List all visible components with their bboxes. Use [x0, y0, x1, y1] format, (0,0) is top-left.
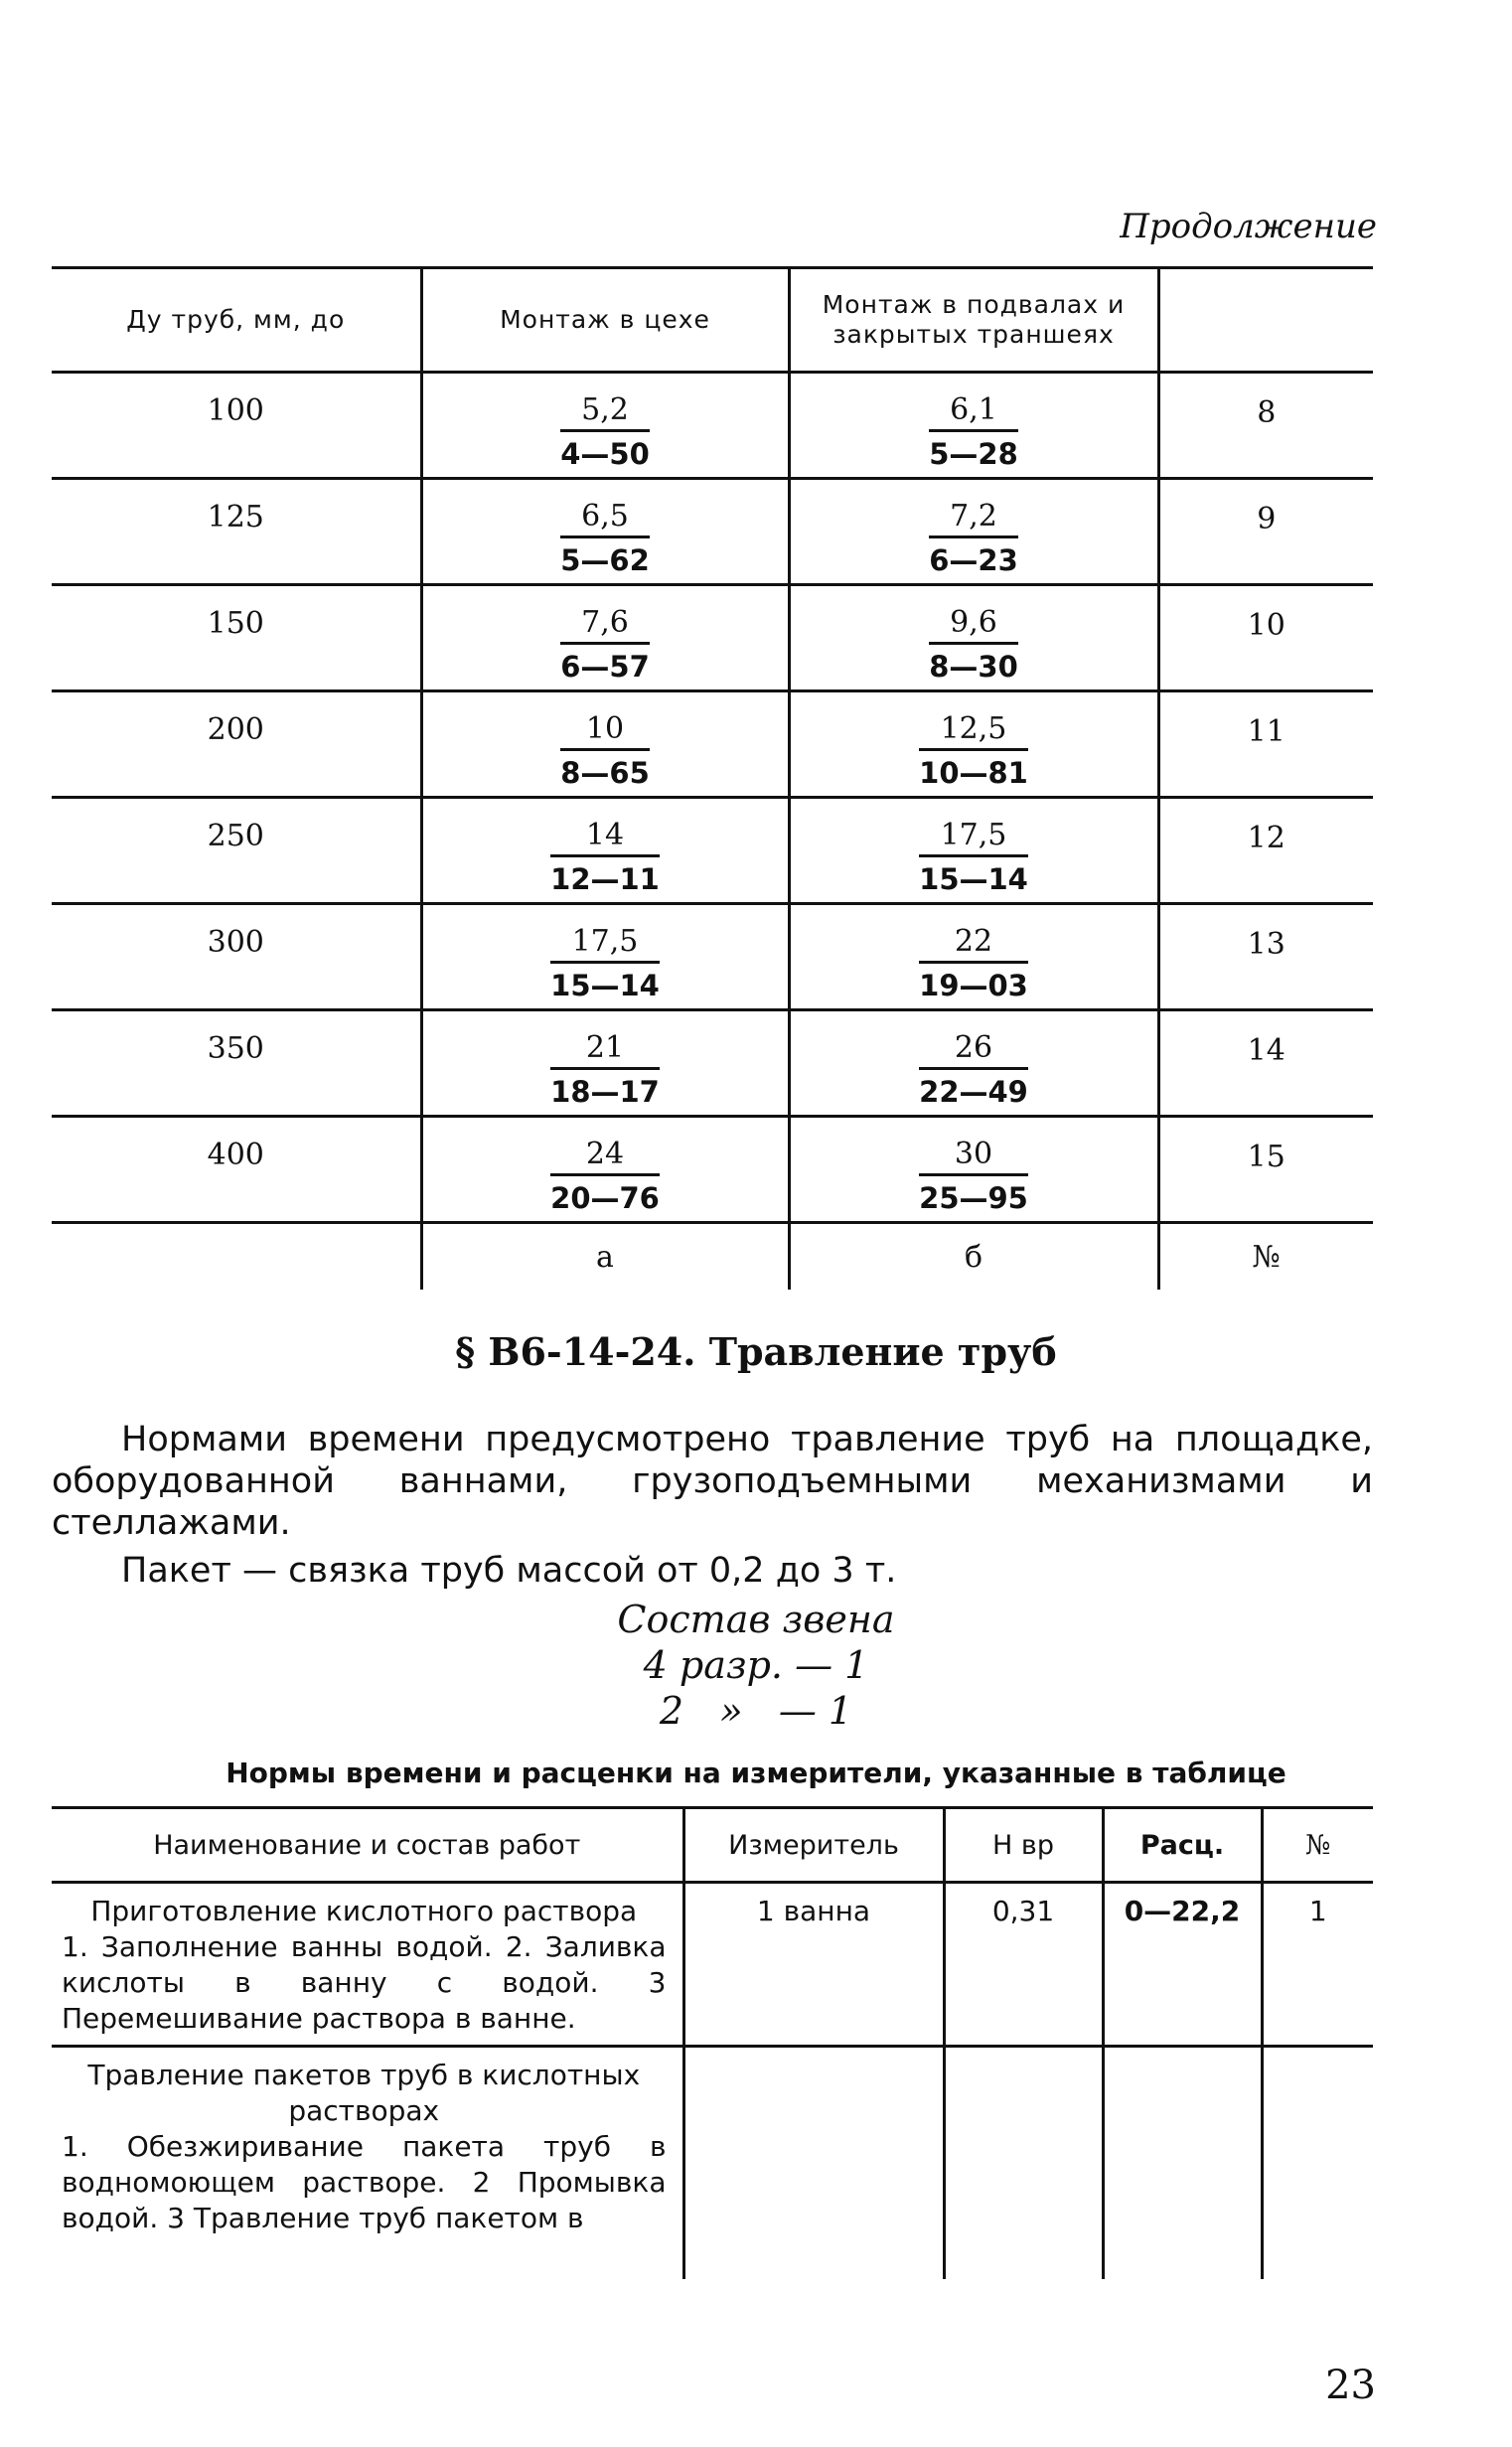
time-norm-cell: [944, 2047, 1103, 2279]
crew-line-2: 2 » — 1: [659, 1689, 853, 1733]
footer-number: №: [1158, 1223, 1373, 1291]
table-row: [52, 1010, 1373, 1117]
shop-installation-cell: [421, 1117, 789, 1223]
rate-value: 6—23: [929, 543, 1018, 577]
rate-value: 6—57: [560, 650, 650, 684]
row-number-cell: 9: [1158, 479, 1373, 585]
rate-value: 12—11: [550, 862, 660, 896]
rate-value: 15—14: [919, 862, 1028, 896]
rate-value: 5—28: [929, 437, 1018, 471]
table-row: [52, 691, 1373, 798]
shop-installation-cell: [421, 904, 789, 1010]
section-title: § В6-14-24. Травление труб: [455, 1329, 1057, 1374]
table-row: [52, 479, 1373, 585]
continuation-label: Продолжение: [1120, 207, 1377, 246]
shop-installation-cell: [421, 691, 789, 798]
unit-cell: 1 ванна: [683, 1883, 944, 2047]
rate-value: 5—62: [560, 543, 650, 577]
crew-line-1: 4 разр. — 1: [643, 1643, 869, 1687]
work-title: Травление пакетов труб в кислотных растворах: [87, 2059, 641, 2127]
row-number-cell: 14: [1158, 1010, 1373, 1117]
header-unit: Измеритель: [683, 1808, 944, 1883]
crew-title: Состав звена: [617, 1598, 895, 1641]
time-norm-value: 6,5: [560, 500, 650, 538]
table-row: [52, 373, 1373, 479]
rate-value: 10—81: [919, 756, 1028, 790]
footer-column-b: б: [789, 1223, 1158, 1291]
header-work-name: Наименование и состав работ: [153, 1829, 581, 1861]
table-footer-row: [52, 1223, 1373, 1291]
rate-value: 18—17: [550, 1075, 660, 1109]
diameter-cell: 100: [207, 393, 264, 428]
header-pipe-diameter: Ду труб, мм, до: [126, 305, 346, 334]
basement-installation-cell: [789, 479, 1158, 585]
diameter-cell: 300: [207, 925, 264, 960]
rate-cell: [1103, 2047, 1262, 2279]
work-steps: 1. Обезжиривание пакета труб в водномоющем растворе. 2 Промывка водой. 3 Травление труб пакетом в: [62, 2130, 667, 2234]
rate-value: 19—03: [919, 969, 1028, 1002]
basement-installation-cell: [789, 1010, 1158, 1117]
shop-installation-cell: [421, 585, 789, 691]
row-number-cell: 13: [1158, 904, 1373, 1010]
footer-empty: [52, 1223, 421, 1291]
number-cell: [1262, 2047, 1373, 2279]
diameter-cell: 400: [207, 1138, 264, 1172]
work-title: Приготовление кислотного раствора: [90, 1895, 638, 1927]
header-basement-installation: Монтаж в подвалах и закрытых траншеях: [789, 268, 1158, 373]
time-norm-value: 30: [919, 1138, 1028, 1176]
time-norm-value: 22: [919, 925, 1028, 964]
time-norm-value: 6,1: [929, 393, 1018, 432]
table-row: [52, 904, 1373, 1010]
time-norm-value: 17,5: [550, 925, 660, 964]
work-description-cell: [52, 2047, 683, 2279]
page-number: 23: [1325, 2363, 1376, 2408]
shop-installation-cell: [421, 1010, 789, 1117]
time-norm-value: 21: [550, 1031, 660, 1070]
time-norm-value: 14: [550, 819, 660, 857]
diameter-cell: 150: [207, 606, 264, 641]
norms-table-continued: [52, 266, 1373, 1290]
rate-value: 22—49: [919, 1075, 1028, 1109]
paragraph-description: Нормами времени предусмотрено травление труб на площадке, оборудованной ваннами, грузоподъемными механизмами и стеллажами.: [52, 1420, 1373, 1543]
time-norm-cell: 0,31: [944, 1883, 1103, 2047]
row-number-cell: 8: [1158, 373, 1373, 479]
basement-installation-cell: [789, 691, 1158, 798]
number-cell: 1: [1262, 1883, 1373, 2047]
row-number-cell: 12: [1158, 798, 1373, 904]
time-norm-value: 24: [550, 1138, 660, 1176]
diameter-cell: 350: [207, 1031, 264, 1066]
table-row: [52, 798, 1373, 904]
footer-column-a: а: [421, 1223, 789, 1291]
rate-value: 8—30: [929, 650, 1018, 684]
diameter-cell: 250: [207, 819, 264, 853]
shop-installation-cell: [421, 479, 789, 585]
work-description-cell: [52, 1883, 683, 2047]
diameter-cell: 200: [207, 712, 264, 747]
time-norm-value: 5,2: [560, 393, 650, 432]
time-norm-value: 12,5: [919, 712, 1028, 751]
row-number-cell: 10: [1158, 585, 1373, 691]
rate-value: 20—76: [550, 1181, 660, 1215]
row-number-cell: 15: [1158, 1117, 1373, 1223]
basement-installation-cell: [789, 585, 1158, 691]
basement-installation-cell: [789, 373, 1158, 479]
rate-value: 15—14: [550, 969, 660, 1002]
pickling-norms-table: [52, 1806, 1373, 2279]
rate-cell: 0—22,2: [1103, 1883, 1262, 2047]
rate-value: 4—50: [560, 437, 650, 471]
table-header-row: [52, 268, 1373, 373]
time-norm-value: 9,6: [929, 606, 1018, 645]
unit-cell: [683, 2047, 944, 2279]
time-norm-value: 10: [560, 712, 650, 751]
table-row: [52, 585, 1373, 691]
rate-value: 25—95: [919, 1181, 1028, 1215]
header-time-norm: Н вр: [944, 1808, 1103, 1883]
header-rate: Расц.: [1103, 1808, 1262, 1883]
table-row: [52, 1117, 1373, 1223]
paragraph-package: Пакет — связка труб массой от 0,2 до 3 т.: [121, 1551, 897, 1591]
header-number: №: [1262, 1808, 1373, 1883]
diameter-cell: 125: [207, 500, 264, 535]
table-header-row: [52, 1808, 1373, 1883]
basement-installation-cell: [789, 1117, 1158, 1223]
work-steps: 1. Заполнение ванны водой. 2. Заливка кислоты в ванну с водой. 3 Перемешивание раствора в ванне.: [62, 1930, 667, 2035]
shop-installation-cell: [421, 373, 789, 479]
header-number: [1158, 268, 1373, 373]
shop-installation-cell: [421, 798, 789, 904]
table-caption: Нормы времени и расценки на измерители, указанные в таблице: [226, 1757, 1286, 1789]
table-row: [52, 1883, 1373, 2047]
time-norm-value: 26: [919, 1031, 1028, 1070]
row-number-cell: 11: [1158, 691, 1373, 798]
time-norm-value: 17,5: [919, 819, 1028, 857]
rate-value: 8—65: [560, 756, 650, 790]
time-norm-value: 7,2: [929, 500, 1018, 538]
basement-installation-cell: [789, 904, 1158, 1010]
time-norm-value: 7,6: [560, 606, 650, 645]
header-shop-installation: Монтаж в цехе: [421, 268, 789, 373]
table-row: [52, 2047, 1373, 2279]
basement-installation-cell: [789, 798, 1158, 904]
